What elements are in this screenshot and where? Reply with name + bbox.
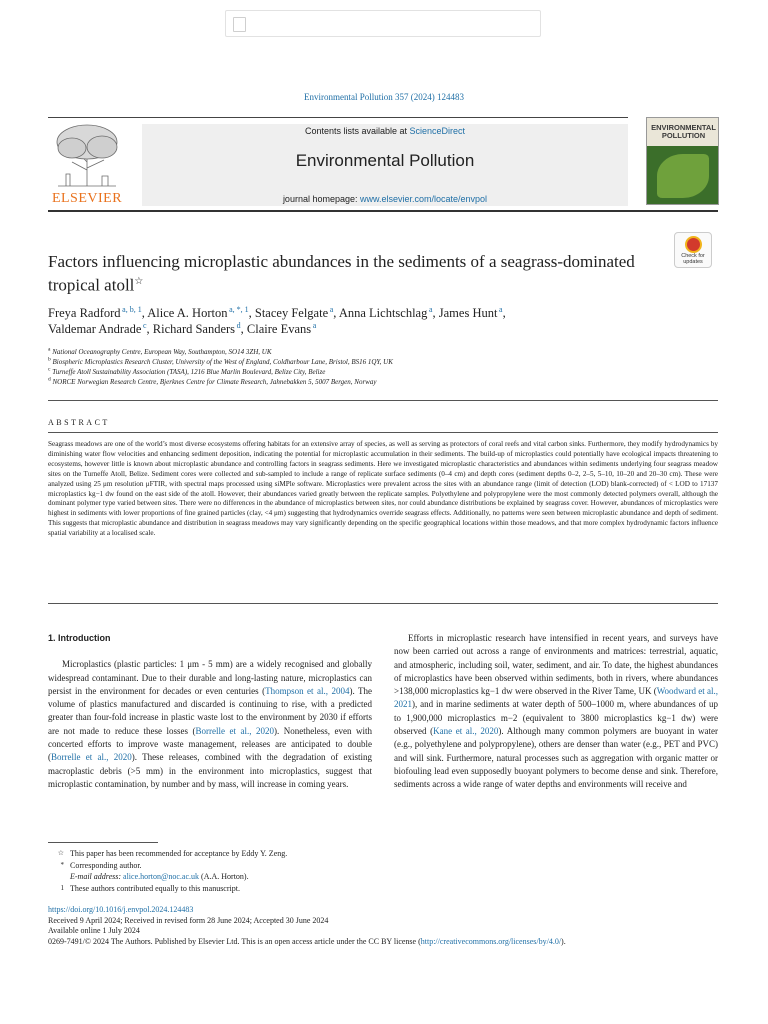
footnote-item <box>48 860 608 872</box>
license-prefix: 0269-7491/© 2024 The Authors. Published by Elsevier Ltd. This is an open access article under the CC BY license ( <box>48 936 421 946</box>
author-name[interactable]: Claire Evans <box>246 322 312 336</box>
paragraph-text: Microplastics (plastic particles: 1 μm - 5 mm) are a widely recognised and globally widespread contaminant. Due to their durable and long-lasting nature, microplastics can persist in the environment for decades or even centuries ( <box>48 659 372 696</box>
paragraph-text: ), and in marine sediments at water depth of 500–1000 m, where abundances of up to 1,900,000 microplastics m−2 (equivalent to 3800 microplastics kg−1 dw) were observed ( <box>394 699 718 737</box>
citation-link[interactable]: Woodward et al., 2021 <box>394 686 719 710</box>
abstract-text: Seagrass meadows are one of the world’s most diverse ecosystems offering habitats for an extensive array of species, as well as serving as protectors of coral reefs and vital carbon sinks. Furthermore, they modify hydrodynamics by diminishing water flow velocities and enhancing sediment deposition, indicating the potential for microplastic accumulation in their sediments. The build-up of microplastics could potentially have ecological impacts threatening to ecosystems, however little is known about microplastic abundance and controlling factors in seagrass sediments. Here we investigated microplastic characteristics and abundances within sediments underlying four seagrass meadow sites on the Turneffe Atoll, Belize. Sediment cores were collected and sub-sampled to include a range of replicate surface sediments (0–4 cm) and depth cores (sediment depths 0–2, 2–5, 5–10, 10–20 and 20–30 cm). These were analyzed using 25 μm resolution μFTIR, with spectral maps processed using siMPle software. Microplastics were prevalent across the sites with an abundance range (limit of detection (LOD) blank-corrected) of < LOD to 17137 microplastics kg−1 dw found on the east side of the atoll. However, their abundances varied greatly between the replicate samples. Polyethylene and polypropylene were the most commonly detected polymers overall, although the dominant polymer type varied between sites. There were no differences in the abundance of microplastics between sites, nor could abundance distributions be explained by seagrass cover. However, abundances of microplastics were highest in sediments with lower proportions of fine grained particles (clay, <4 μm) suggesting that hydrodynamics override seagrass effects. Additionally, no patterns were seen between microplastic abundance and depth of sediment. This suggests that microplastic abundance and distribution in seagrass meadows may vary significantly depending on the specific geographical locations within those meadows, and that more complex hydrodynamic factors influence spatial variability at a localised scale. <box>48 440 718 538</box>
footnote-rule <box>48 842 158 843</box>
footnote-symbol: ☆ <box>57 849 64 857</box>
received-dates: Received 9 April 2024; Received in revised form 28 June 2024; Accepted 30 June 2024 <box>48 915 329 925</box>
affiliation-text: NORCE Norwegian Research Centre, Bjerknes Centre for Climate Research, Jahnebakken 5, 5007 Bergen, Norway <box>50 378 377 386</box>
author-separator: , <box>248 306 255 320</box>
affiliation-letter: c <box>48 366 51 373</box>
affiliation-item <box>48 377 708 387</box>
intro-paragraph-2 <box>394 632 718 792</box>
affiliation-text: Biospheric Microplastics Research Cluster, University of the West of England, Coldharbour Lane, Bristol, BS16 1QY, UK <box>50 358 393 366</box>
author-name[interactable]: Freya Radford <box>48 306 121 320</box>
homepage-prefix: journal homepage: <box>282 194 360 204</box>
leaf-icon <box>657 154 709 198</box>
footnote-item <box>48 871 608 883</box>
paragraph-text: ). Although many common polymers are buoyant in water (e.g., polyethylene and polypropylene), others are denser than water (e.g., PET and PVC) and will sink. Furthermore, natural processes such as aggregation with organic matter or biofouling lead even supposedly buoyant polymers to become dense and sink. Therefore, sediments across a wide range of water depths and environments will receive and <box>394 726 718 790</box>
top-toolbar-box <box>225 10 541 37</box>
footnote-text: E-mail address: <box>70 872 124 881</box>
header-rule-top <box>48 117 628 118</box>
crossmark-icon <box>685 236 702 253</box>
author-affiliation-marks[interactable]: c <box>141 320 147 330</box>
footnote-item <box>48 883 608 895</box>
author-name[interactable]: James Hunt <box>438 306 498 320</box>
author-list <box>48 305 688 337</box>
author-separator: , <box>502 306 506 320</box>
author-separator: , <box>240 322 247 336</box>
footnote-text: (A.A. Horton). <box>199 872 249 881</box>
license-link[interactable]: http://creativecommons.org/licenses/by/4.0/ <box>420 936 562 946</box>
contents-prefix: Contents lists available at <box>304 126 410 136</box>
affiliation-letter: a <box>48 346 51 353</box>
author-name[interactable]: Alice A. Horton <box>147 306 228 320</box>
intro-paragraph-1 <box>48 658 372 791</box>
citation-link[interactable]: Kane et al., 2020 <box>433 726 499 737</box>
author-name[interactable]: Anna Lichtschlag <box>338 306 428 320</box>
abstract-rule-bottom <box>48 603 718 604</box>
footnote-symbol: * <box>60 860 64 869</box>
citation-link[interactable]: Borrelle et al., 2020 <box>195 725 274 736</box>
author-affiliation-marks[interactable]: a <box>328 304 334 314</box>
abstract-heading: ABSTRACT <box>48 418 110 427</box>
section-heading-introduction: 1. Introduction <box>48 633 111 643</box>
author-affiliation-marks[interactable]: a <box>311 320 317 330</box>
author-name[interactable]: Valdemar Andrade <box>48 322 142 336</box>
author-separator: , <box>432 306 439 320</box>
homepage-link[interactable]: www.elsevier.com/locate/envpol <box>360 194 488 204</box>
footnotes <box>48 848 608 894</box>
elsevier-tree-icon <box>52 122 122 188</box>
author-affiliation-marks[interactable]: a, *, 1 <box>227 304 249 314</box>
license-suffix: ). <box>561 936 566 946</box>
paragraph-text: ). Nonetheless, even with concerted efforts to improve waste management, releases are anticipated to double ( <box>48 725 372 763</box>
journal-masthead <box>142 124 628 206</box>
title-footnote-mark[interactable]: ☆ <box>134 276 144 287</box>
affiliation-text: Turneffe Atoll Sustainability Association (TASA), 1216 Blue Marlin Boulevard, Belize City, Belize <box>50 368 326 376</box>
online-date: Available online 1 July 2024 <box>48 926 140 936</box>
footnote-text: Corresponding author. <box>70 860 142 870</box>
paragraph-text: ). The volume of plastics manufactured and discarded is continuing to rise, with a predicted greater than four-fold increase in plastic waste lost to the environment by 2030 if efforts are not made to reduce these losses ( <box>48 685 372 736</box>
body-column-left <box>48 632 372 791</box>
citation-link[interactable]: Borrelle et al., 2020 <box>51 752 132 763</box>
body-column-right <box>394 632 718 792</box>
affiliation-text: National Oceanography Centre, European Way, Southampton, SO14 3ZH, UK <box>50 348 272 356</box>
author-affiliation-marks[interactable]: a <box>427 304 433 314</box>
publication-info <box>48 905 728 947</box>
footnote-text: This paper has been recommended for acceptance by Eddy Y. Zeng. <box>70 849 288 858</box>
journal-title[interactable]: Environmental Pollution <box>295 151 475 170</box>
author-affiliation-marks[interactable]: a, b, 1 <box>120 304 142 314</box>
contents-line <box>142 126 628 136</box>
footnote-item <box>48 848 608 860</box>
abstract-rule-mid <box>48 432 718 433</box>
paragraph-text: Efforts in microplastic research have intensified in recent years, and surveys have now been carried out across a range of environments and matrices: terrestrial, aquatic, and atmospheric, including soil, water, sediment, and air. To date, the highest abundances of microplastics have been observed within sediments, both in rivers, where abundances >138,000 microplastics kg−1 dw were observed in the River Tame, UK ( <box>394 633 718 697</box>
license-line <box>48 937 728 948</box>
sciencedirect-link[interactable]: ScienceDirect <box>409 126 466 136</box>
article-title <box>48 252 648 296</box>
author-separator: , <box>141 306 148 320</box>
author-name[interactable]: Richard Sanders <box>152 322 236 336</box>
check-for-updates-button[interactable] <box>674 232 712 268</box>
author-name[interactable]: Stacey Felgate <box>254 306 329 320</box>
homepage-line <box>142 194 628 204</box>
paragraph-text: ). These releases, combined with the degradation of existing macroplastic debris (>5 mm) in the environment into microplastics, suggest that microplastic contamination, by number and by mass, will increase in coming years. <box>48 752 372 789</box>
elsevier-wordmark: ELSEVIER <box>51 191 123 206</box>
affiliation-item <box>48 357 708 367</box>
journal-cover-thumbnail[interactable] <box>646 117 719 205</box>
affiliation-letter: b <box>48 356 51 363</box>
email-link[interactable]: alice.horton@noc.ac.uk <box>123 872 200 881</box>
header-rule-bottom <box>48 210 718 212</box>
citation-link[interactable]: Thompson et al., 2004 <box>265 685 350 696</box>
cover-title: ENVIRONMENTAL POLLUTION <box>651 123 716 140</box>
affiliation-item <box>48 367 708 377</box>
author-affiliation-marks[interactable]: d <box>235 320 241 330</box>
footnote-symbol: 1 <box>60 883 64 892</box>
author-affiliation-marks[interactable]: a <box>497 304 503 314</box>
affiliation-list <box>48 347 708 387</box>
author-separator: , <box>333 306 339 320</box>
doi-link[interactable]: https://doi.org/10.1016/j.envpol.2024.124483 <box>48 905 194 914</box>
abstract-rule-top <box>48 400 718 401</box>
check-for-updates-label: Check for updates <box>681 253 705 265</box>
checkbox-icon[interactable] <box>233 17 246 32</box>
elsevier-logo[interactable] <box>48 122 126 206</box>
footnote-text: These authors contributed equally to this manuscript. <box>70 883 240 893</box>
affiliation-letter: d <box>48 376 51 383</box>
author-separator: , <box>146 322 153 336</box>
affiliation-item <box>48 347 708 357</box>
article-title-text: Factors influencing microplastic abundances in the sediments of a seagrass-dominated tropical atoll <box>48 252 635 295</box>
journal-citation-link[interactable]: Environmental Pollution 357 (2024) 124483 <box>304 92 464 102</box>
